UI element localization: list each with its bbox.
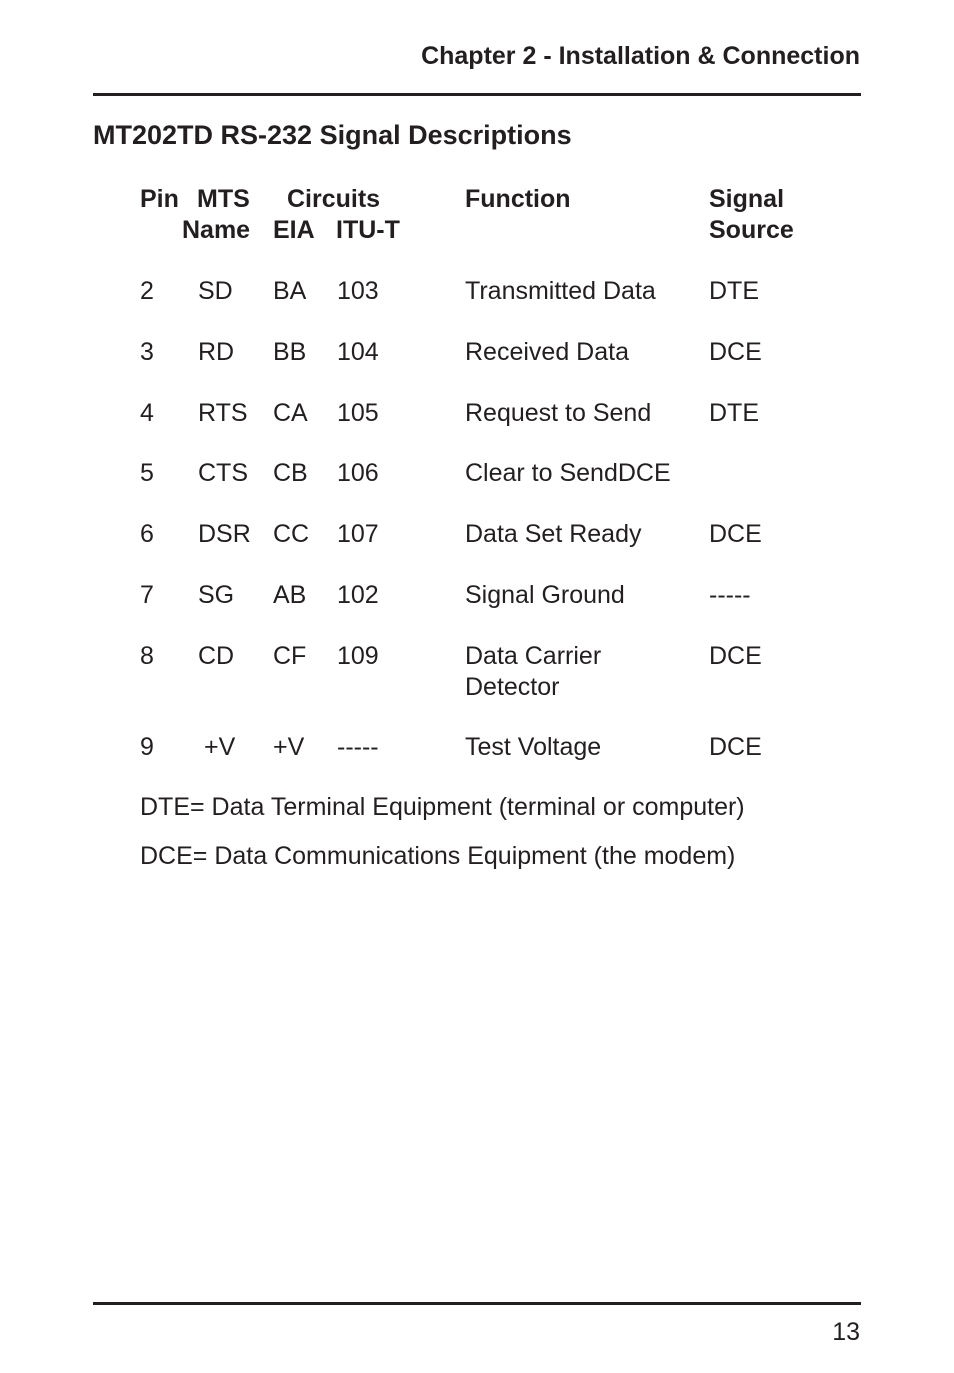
cell-name: RTS — [198, 399, 248, 427]
cell-source: DCE — [709, 733, 762, 761]
cell-eia: CB — [273, 459, 308, 487]
header-signal: Signal — [709, 185, 785, 213]
cell-function-line2: Detector — [465, 673, 560, 701]
cell-pin: 3 — [140, 338, 154, 366]
cell-pin: 7 — [140, 581, 154, 609]
header-pin: Pin — [140, 185, 179, 213]
cell-function: Transmitted Data — [465, 277, 656, 305]
cell-function: Signal Ground — [465, 581, 625, 609]
page-number: 13 — [832, 1318, 860, 1346]
cell-eia: CC — [273, 520, 310, 548]
cell-eia: CF — [273, 642, 307, 670]
note-dte: DTE= Data Terminal Equipment (terminal or computer) — [140, 793, 745, 821]
cell-eia: +V — [273, 733, 305, 761]
cell-itu: ----- — [337, 733, 379, 761]
header-circuits: Circuits — [287, 185, 381, 213]
cell-itu: 107 — [337, 520, 379, 548]
header-mts: MTS — [197, 185, 250, 213]
cell-function: Data Carrier — [465, 642, 602, 670]
cell-function: Data Set Ready — [465, 520, 642, 548]
cell-name: CD — [198, 642, 235, 670]
cell-function: Clear to SendDCE — [465, 459, 671, 487]
cell-source: DTE — [709, 399, 759, 427]
cell-pin: 9 — [140, 733, 154, 761]
cell-function: Request to Send — [465, 399, 652, 427]
cell-itu: 104 — [337, 338, 379, 366]
header-rule — [93, 93, 861, 96]
cell-source: DCE — [709, 520, 762, 548]
cell-pin: 8 — [140, 642, 154, 670]
cell-itu: 103 — [337, 277, 379, 305]
cell-pin: 6 — [140, 520, 154, 548]
cell-source: DCE — [709, 338, 762, 366]
cell-itu: 105 — [337, 399, 379, 427]
cell-pin: 2 — [140, 277, 154, 305]
cell-name: +V — [204, 733, 236, 761]
note-dce: DCE= Data Communications Equipment (the modem) — [140, 842, 736, 870]
cell-name: SG — [198, 581, 235, 609]
footer-rule — [93, 1302, 861, 1305]
cell-name: RD — [198, 338, 235, 366]
cell-eia: AB — [273, 581, 307, 609]
cell-source: DTE — [709, 277, 759, 305]
cell-function: Test Voltage — [465, 733, 602, 761]
cell-source: DCE — [709, 642, 762, 670]
cell-eia: BB — [273, 338, 307, 366]
cell-function: Received Data — [465, 338, 629, 366]
cell-eia: CA — [273, 399, 308, 427]
cell-name: CTS — [198, 459, 248, 487]
cell-name: DSR — [198, 520, 251, 548]
cell-itu: 109 — [337, 642, 379, 670]
running-head: Chapter 2 - Installation & Connection — [421, 42, 860, 70]
cell-source: ----- — [709, 581, 751, 609]
cell-itu: 106 — [337, 459, 379, 487]
header-eia: EIA — [273, 216, 315, 244]
header-function: Function — [465, 185, 571, 213]
cell-name: SD — [198, 277, 233, 305]
header-source: Source — [709, 216, 794, 244]
cell-itu: 102 — [337, 581, 379, 609]
cell-pin: 5 — [140, 459, 154, 487]
cell-pin: 4 — [140, 399, 154, 427]
cell-eia: BA — [273, 277, 307, 305]
section-title: MT202TD RS-232 Signal Descriptions — [93, 120, 572, 150]
header-itu: ITU-T — [336, 216, 400, 244]
header-name: Name — [182, 216, 251, 244]
